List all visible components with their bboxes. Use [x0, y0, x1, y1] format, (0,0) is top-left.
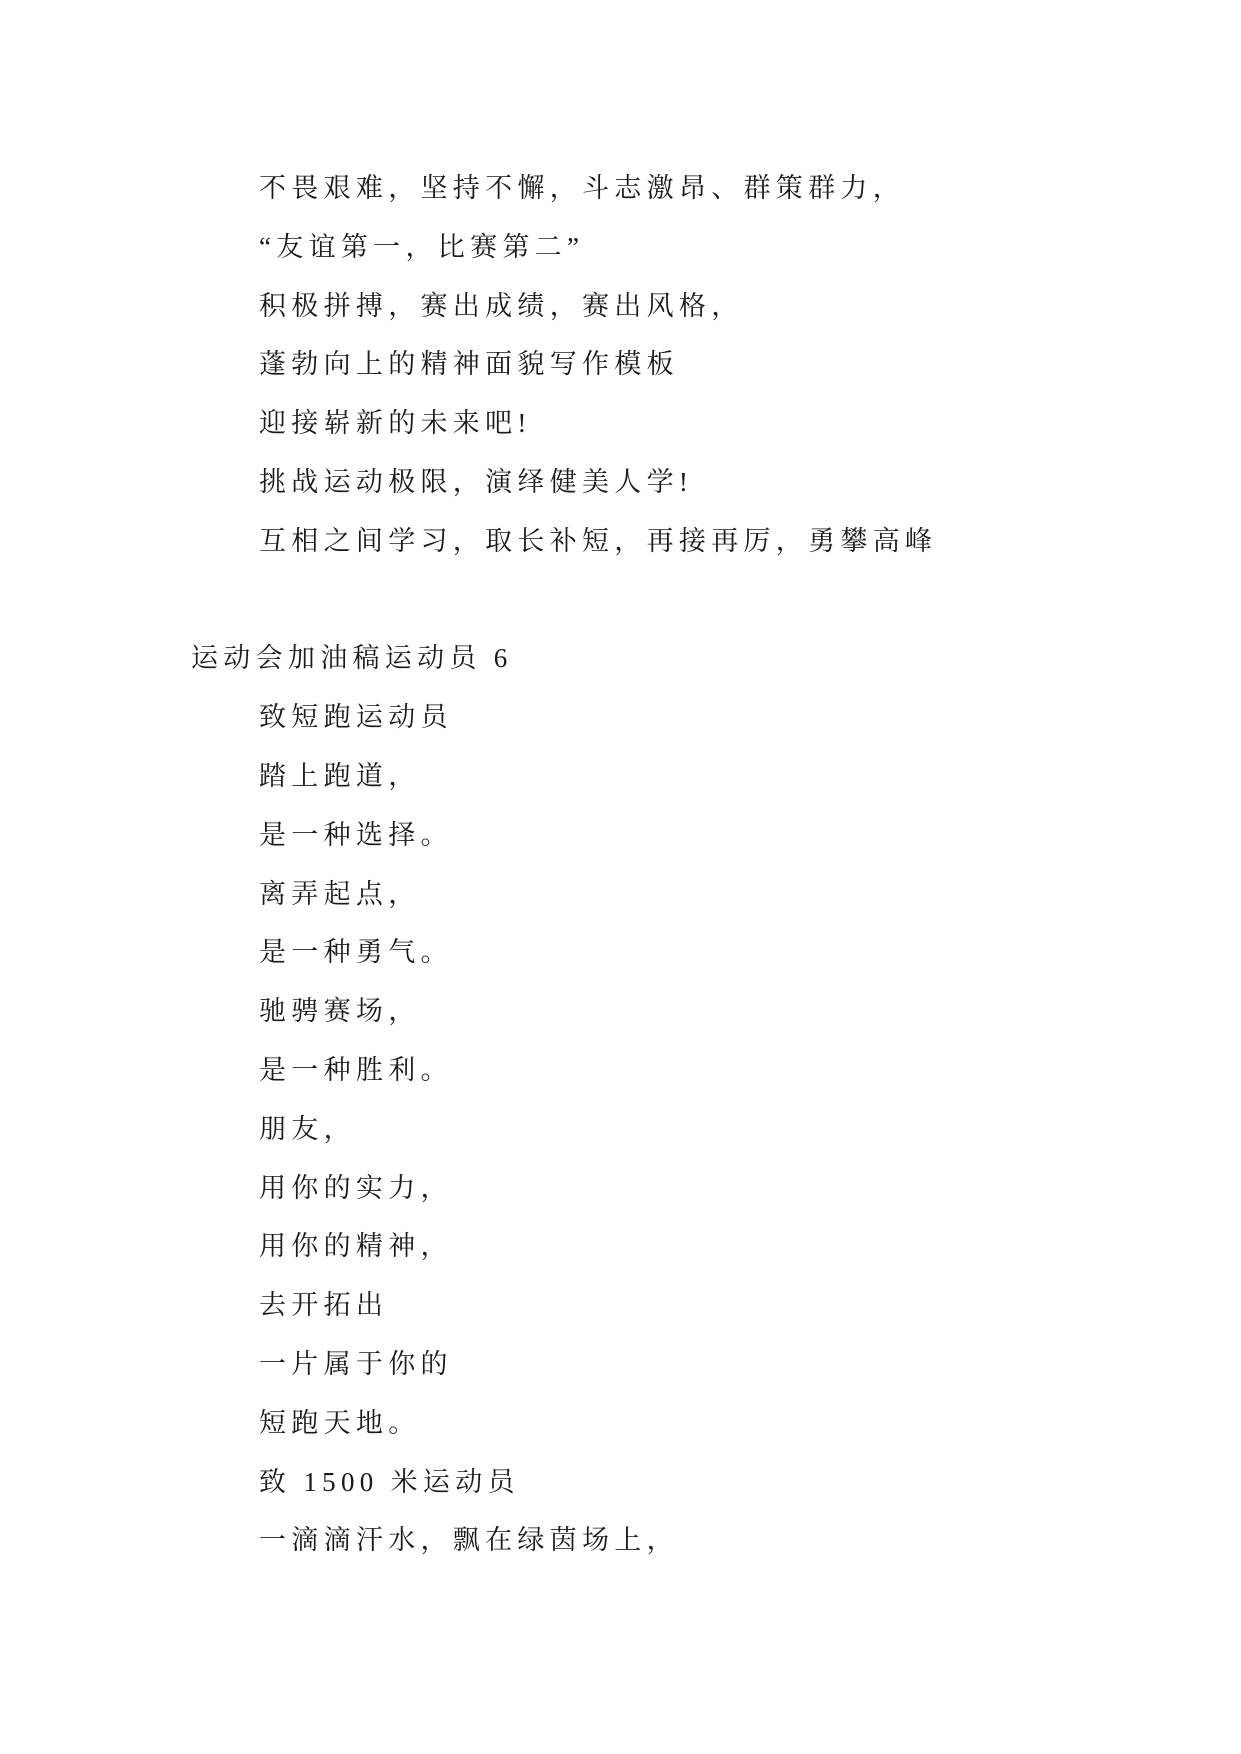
text-line: 致 1500 米运动员 [259, 1466, 520, 1497]
text-line: 挑战运动极限，演绎健美人学! [259, 466, 694, 497]
document-body [0, 159, 1241, 1570]
section-heading: 运动会加油稿运动员 6 [191, 643, 513, 674]
text-line: “友谊第一，比赛第二” [259, 231, 585, 262]
text-line: 是一种胜利。 [259, 1054, 453, 1085]
text-line: 不畏艰难，坚持不懈，斗志激昂、群策群力， [259, 173, 905, 203]
text-line: 用你的精神， [259, 1231, 453, 1262]
text-line: 短跑天地。 [259, 1407, 421, 1438]
text-line: 一片属于你的 [259, 1348, 453, 1379]
paragraph-spacer [0, 571, 1241, 630]
text-line: 去开拓出 [259, 1290, 389, 1321]
text-line: 用你的实力， [259, 1172, 453, 1203]
text-line: 积极拼搏，赛出成绩，赛出风格， [259, 290, 744, 321]
text-line: 互相之间学习，取长补短，再接再厉，勇攀高峰 [259, 525, 938, 556]
text-line: 是一种勇气。 [259, 937, 453, 968]
text-line: 驰骋赛场， [259, 996, 421, 1027]
text-line: 是一种选择。 [259, 819, 453, 850]
text-line: 一滴滴汗水，飘在绿茵场上， [259, 1525, 679, 1556]
text-line: 踏上跑道， [259, 760, 421, 791]
text-line: 致短跑运动员 [259, 702, 453, 733]
text-line: 迎接崭新的未来吧! [259, 408, 532, 439]
text-line: 蓬勃向上的精神面貌写作模板 [259, 349, 679, 380]
text-line: 朋友， [259, 1113, 356, 1144]
text-line: 离弄起点， [259, 878, 421, 909]
